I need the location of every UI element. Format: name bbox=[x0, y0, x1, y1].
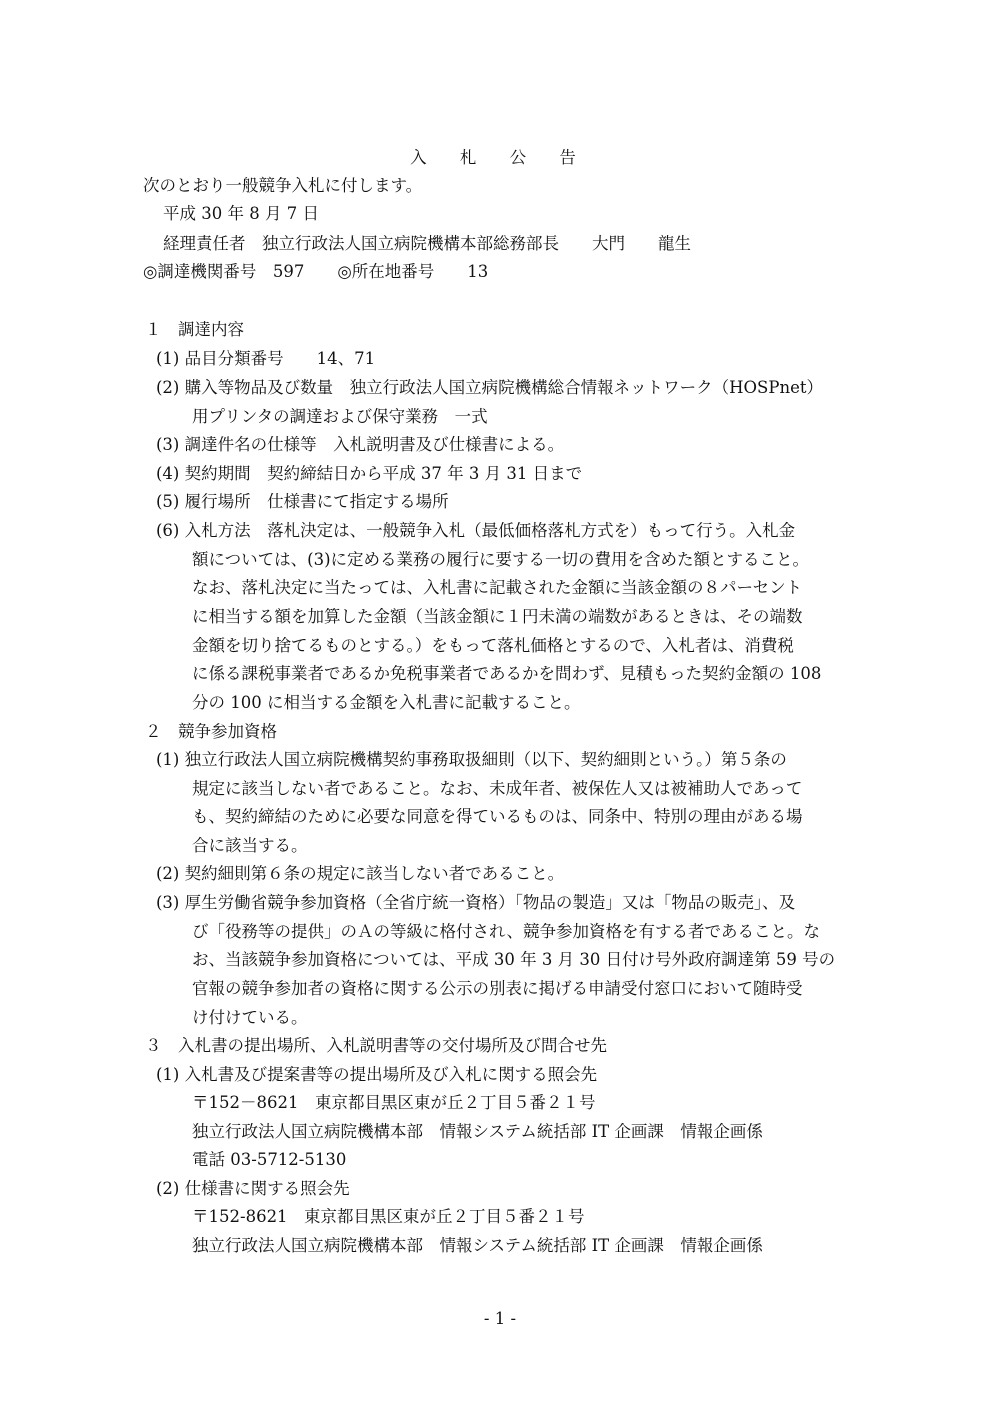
s2-item-1-cont: も、契約締結のために必要な同意を得ているものは、同条中、特別の理由がある場 bbox=[192, 807, 803, 826]
s1-item-6-cont: 額については、(3)に定める業務の履行に要する一切の費用を含めた額とすること。 bbox=[192, 550, 810, 569]
s1-item-6-cont: 分の 100 に相当する金額を入札書に記載すること。 bbox=[192, 693, 581, 712]
s1-item-6: (6) 入札方法 落札決定は、一般競争入札（最低価格落札方式を）もって行う。入札金 bbox=[156, 521, 796, 540]
s2-item-1-cont: 規定に該当しない者であること。なお、未成年者、被保佐人又は被補助人であって bbox=[192, 779, 803, 798]
intro-text: 次のとおり一般競争入札に付します。 bbox=[143, 176, 423, 195]
s1-item-4: (4) 契約期間 契約締結日から平成 37 年 3 月 31 日まで bbox=[156, 464, 583, 483]
s2-item-3: (3) 厚生労働省競争参加資格（全省庁統一資格）「物品の製造」又は「物品の販売」、及 bbox=[156, 893, 796, 912]
s1-item-6-cont: 金額を切り捨てるものとする。）をもって落札価格とするので、入札者は、消費税 bbox=[192, 636, 794, 655]
s1-item-5: (5) 履行場所 仕様書にて指定する場所 bbox=[156, 492, 449, 511]
s3-item-2-address: 〒152-8621 東京都目黒区東が丘２丁目５番２１号 bbox=[192, 1207, 585, 1226]
section-1-heading: １ 調達内容 bbox=[145, 320, 244, 339]
s2-item-3-cont: 官報の競争参加者の資格に関する公示の別表に掲げる申請受付窓口において随時受 bbox=[192, 979, 803, 998]
page-number: - 1 - bbox=[483, 1309, 517, 1328]
section-3-heading: ３ 入札書の提出場所、入札説明書等の交付場所及び問合せ先 bbox=[145, 1036, 607, 1055]
contracting-official: 経理責任者 独立行政法人国立病院機構本部総務部長 大門 龍生 bbox=[163, 234, 691, 253]
s2-item-3-cont: お、当該競争参加資格については、平成 30 年 3 月 30 日付け号外政府調達第 59 号の bbox=[192, 950, 836, 969]
s1-item-3: (3) 調達件名の仕様等 入札説明書及び仕様書による。 bbox=[156, 435, 565, 454]
s3-item-1: (1) 入札書及び提案書等の提出場所及び入札に関する照会先 bbox=[156, 1065, 598, 1084]
s3-item-1-organization: 独立行政法人国立病院機構本部 情報システム統括部 IT 企画課 情報企画係 bbox=[192, 1122, 763, 1141]
s2-item-3-cont: び「役務等の提供」のＡの等級に格付され、競争参加資格を有する者であること。な bbox=[192, 922, 820, 941]
s3-item-1-address: 〒152－8621 東京都目黒区東が丘２丁目５番２１号 bbox=[192, 1093, 596, 1112]
s1-item-6-cont: なお、落札決定に当たっては、入札書に記載された金額に当該金額の８パーセント bbox=[192, 578, 803, 597]
s2-item-3-cont: け付けている。 bbox=[192, 1008, 308, 1027]
s1-item-2: (2) 購入等物品及び数量 独立行政法人国立病院機構総合情報ネットワーク（HOSPnet） bbox=[156, 378, 823, 397]
s3-item-2-organization: 独立行政法人国立病院機構本部 情報システム統括部 IT 企画課 情報企画係 bbox=[192, 1236, 763, 1255]
s1-item-2-cont: 用プリンタの調達および保守業務 一式 bbox=[192, 407, 488, 426]
notice-date: 平成 30 年 8 月 7 日 bbox=[163, 204, 319, 223]
document-title: 入 札 公 告 bbox=[410, 148, 590, 167]
s2-item-1: (1) 独立行政法人国立病院機構契約事務取扱細則（以下、契約細則という。）第５条の bbox=[156, 750, 787, 769]
s1-item-1: (1) 品目分類番号 14、71 bbox=[156, 349, 376, 368]
procurement-codes: ◎調達機関番号 597 ◎所在地番号 13 bbox=[143, 262, 489, 281]
s1-item-6-cont: に相当する額を加算した金額（当該金額に１円未満の端数があるときは、その端数 bbox=[192, 607, 803, 626]
s2-item-2: (2) 契約細則第６条の規定に該当しない者であること。 bbox=[156, 864, 565, 883]
s1-item-6-cont: に係る課税事業者であるか免税事業者であるかを問わず、見積もった契約金額の 108 bbox=[192, 664, 822, 683]
s3-item-2: (2) 仕様書に関する照会先 bbox=[156, 1179, 350, 1198]
s2-item-1-cont: 合に該当する。 bbox=[192, 836, 308, 855]
s3-item-1-phone: 電話 03-5712-5130 bbox=[192, 1150, 347, 1169]
section-2-heading: ２ 競争参加資格 bbox=[145, 722, 277, 741]
